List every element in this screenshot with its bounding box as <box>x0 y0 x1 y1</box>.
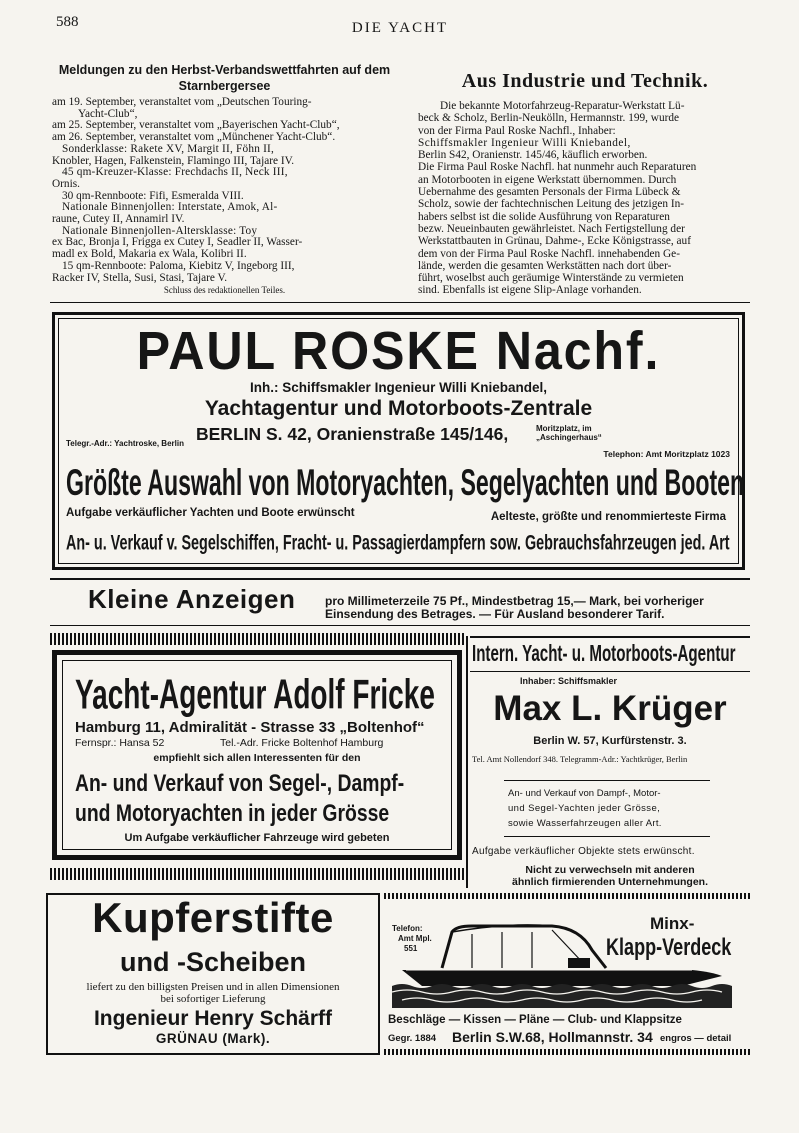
fricke-recommend: empfiehlt sich allen Interessenten für den <box>153 752 361 764</box>
motorboat-illustration <box>392 920 732 1012</box>
minx-founded: Gegr. 1884 <box>388 1033 437 1044</box>
roske-name: PAUL ROSKE Nachf. <box>136 321 661 381</box>
fricke-address: Hamburg 11, Admiralität - Strasse 33 „Boltenhof“ <box>75 719 425 736</box>
right-line: Die Firma Paul Roske Nachfl. hat nunmehr auch Reparaturen <box>418 161 697 174</box>
roske-address: BERLIN S. 42, Oranienstraße 145/146, <box>196 424 509 444</box>
right-line: Schiffsmakler Ingenieur Willi Kniebandel, <box>418 136 631 149</box>
roske-left-note: Aufgabe verkäuflicher Yachten und Boote erwünscht <box>66 507 355 519</box>
kleine-rates-line-1: pro Millimeterzeile 75 Pf., Mindestbetrag 15,— Mark, bei vorheriger <box>325 594 704 608</box>
left-article-body <box>52 97 397 284</box>
right-line: an Motorbooten in eigene Werkstatt übernommen. Durch <box>418 173 677 186</box>
left-line: 45 qm-Kreuzer-Klasse: Frechdachs II, Neck III, <box>62 166 288 179</box>
minx-phone-3: 551 <box>404 944 418 953</box>
right-line: dem von der Firma Paul Roske Nachfl. innehabenden Ge- <box>418 247 680 260</box>
journal-title: DIE YACHT <box>351 20 449 36</box>
schaerff-text-2: bei sofortiger Lieferung <box>160 993 266 1005</box>
right-line: lände, werden die gesamten Werkstätten nach dort über- <box>418 259 672 272</box>
schaerff-title-2: und -Scheiben <box>119 947 306 977</box>
left-line: 15 qm-Rennboote: Paloma, Kiebitz V, Ingeborg III, <box>62 259 295 272</box>
left-line: am 26. September, veranstaltet vom „Münchener Yacht-Club“. <box>52 131 336 144</box>
left-line: Ornis. <box>52 177 80 190</box>
krueger-owner-label: Inhaber: Schiffsmakler <box>520 676 618 686</box>
schaerff-text-1: liefert zu den billigsten Preisen und in allen Dimensionen <box>86 981 340 993</box>
krueger-phone: Tel. Amt Nollendorf 348. Telegramm-Adr.: Yachtkrüger, Berlin <box>472 754 688 764</box>
krueger-warning-2: ähnlich firmierenden Unternehmungen. <box>511 876 709 888</box>
minx-title-1: Minx- <box>650 914 695 933</box>
editorial-end-note: Schluss des redaktionellen Teiles. <box>163 285 286 295</box>
schaerff-title-1: Kupferstifte <box>92 894 334 941</box>
right-line: Die bekannte Motorfahrzeug-Reparatur-Werkstatt Lü- <box>440 100 685 112</box>
minx-trade: engros — detail <box>660 1033 732 1044</box>
minx-address: Berlin S.W.68, Hollmannstr. 34 <box>452 1029 653 1045</box>
left-line: Racker IV, Stella, Susi, Stasi, Tajare V. <box>52 271 228 284</box>
krueger-name: Max L. Krüger <box>493 689 727 728</box>
schaerff-city: GRÜNAU (Mark). <box>155 1031 271 1046</box>
schaerff-text <box>50 981 376 1005</box>
left-line: Yacht-Club“, <box>78 107 138 120</box>
left-line: 30 qm-Rennboote: Fifi, Esmeralda VIII. <box>62 189 244 202</box>
right-article-body <box>418 100 753 297</box>
fricke-hatch-top <box>50 633 464 645</box>
roske-name-wrap <box>60 322 737 380</box>
right-line: habers selbst ist die solide Ausführung von Reparaturen <box>418 210 670 223</box>
right-line: führt, woselbst auch geräumige Winterstände zu vermieten <box>418 272 684 285</box>
minx-products: Beschläge — Kissen — Pläne — Club- und Klappsitze <box>388 1014 682 1026</box>
kleine-bottom-rule <box>50 625 750 626</box>
roske-right-note: Aelteste, größte und renommierteste Firma <box>490 511 726 523</box>
krueger-service-line: und Segel-Yachten jeder Grösse, <box>508 803 661 814</box>
krueger-note: Aufgabe verkäuflicher Objekte stets erwünscht. <box>472 846 695 857</box>
fricke-telegram: Tel.-Adr. Fricke Boltenhof Hamburg <box>220 737 384 749</box>
left-line: Knobler, Hagen, Falkenstein, Flamingo III, Tajare IV. <box>52 154 295 167</box>
left-line: Nationale Binnenjollen: Interstate, Amok, Al- <box>62 201 278 214</box>
schaerff-name: Ingenieur Henry Schärff <box>93 1007 333 1030</box>
left-line: Nationale Binnenjollen-Altersklasse: Toy <box>62 224 258 237</box>
roske-address-note-2: „Aschingerhaus“ <box>536 433 602 442</box>
left-line: am 19. September, veranstaltet vom „Deutschen Touring- <box>52 96 312 108</box>
fricke-line-a: An- und Verkauf von Segel-, Dampf- <box>75 769 405 797</box>
right-line: von der Firma Paul Roske Nachfl., Inhaber: <box>418 124 616 137</box>
minx-hatch-bottom <box>384 1049 750 1055</box>
right-line: Berlin S42, Oranienstr. 145/46, käuflich erworben. <box>418 149 648 162</box>
page-number: 588 <box>56 14 79 30</box>
left-article-heading: Meldungen zu den Herbst-Verbandswettfahrten auf dem Starnbergersee <box>58 63 391 93</box>
krueger-services <box>508 786 662 831</box>
fricke-hatch-bottom <box>50 868 464 880</box>
fricke-line-b: und Motoryachten in jeder Grösse <box>75 799 390 827</box>
roske-headline: Größte Auswahl von Motoryachten, Segelyachten und Booten <box>66 461 745 503</box>
krueger-service-line: An- und Verkauf von Dampf-, Motor- <box>508 788 661 799</box>
minx-title-2: Klapp-Verdeck <box>606 933 732 961</box>
roske-telegram: Telegr.-Adr.: Yachtroske, Berlin <box>66 439 184 448</box>
fricke-footer: Um Aufgabe verkäuflicher Fahrzeuge wird gebeten <box>124 832 390 844</box>
right-line: bezw. Neueinbauten gewährleistet. Nach Fertigstellung der <box>418 222 685 235</box>
krueger-headline-rule <box>470 671 750 672</box>
right-line: Scholz, sowie der fachtechnischen Leitung des jetzigen In- <box>418 198 685 211</box>
left-line: ex Bac, Bronja I, Frigga ex Cutey I, Seadler II, Wasser- <box>52 236 303 249</box>
fricke-name: Yacht-Agentur Adolf Fricke <box>75 671 435 718</box>
left-line: madl ex Bold, Makaria ex Wala, Kolibri II. <box>52 248 247 261</box>
krueger-warning <box>470 864 750 888</box>
roske-address-note <box>536 424 602 442</box>
left-line: am 25. September, veranstaltet vom „Bayerischen Yacht-Club“, <box>52 119 340 132</box>
water-waves <box>392 984 732 1008</box>
minx-phone-1: Telefon: <box>392 924 423 933</box>
kleine-rates <box>325 595 704 621</box>
right-line: Uebernahme des gesamten Personals der Firma Lübeck & <box>418 186 681 199</box>
kleine-top-rule <box>50 578 750 580</box>
krueger-address: Berlin W. 57, Kurfürstenstr. 3. <box>533 735 687 747</box>
krueger-service-line: sowie Wasserfahrzeugen aller Art. <box>508 818 662 829</box>
minx-phone-2: Amt Mpl. <box>398 934 432 943</box>
right-line: beck & Scholz, Berlin-Neukölln, Hermannstr. 199, wurde <box>418 112 680 125</box>
fricke-phone: Fernspr.: Hansa 52 <box>75 737 165 749</box>
roske-phone: Telephon: Amt Moritzplatz 1023 <box>603 449 730 459</box>
roske-bottom-line: An- u. Verkauf v. Segelschiffen, Fracht- u. Passagierdampfern sow. Gebrauchsfahrzeugen jed. Art <box>66 532 730 556</box>
right-article-heading: Aus Industrie und Technik. <box>461 70 709 92</box>
kleine-rates-line-2: Einsendung des Betrages. — Für Ausland besonderer Tarif. <box>325 607 665 621</box>
right-line: sind. Ebenfalls ist eigene Slip-Anlage vorhanden. <box>418 284 642 297</box>
kleine-title: Kleine Anzeigen <box>88 584 296 614</box>
roske-owner: Inh.: Schiffsmakler Ingenieur Willi Kniebandel, <box>250 380 547 395</box>
boat-hull <box>402 958 722 986</box>
left-line: raune, Cutey II, Annamirl IV. <box>52 213 185 226</box>
krueger-headline: Intern. Yacht- u. Motorboots-Agentur <box>472 641 736 667</box>
roske-agency: Yachtagentur und Motorboots-Zentrale <box>204 397 593 420</box>
krueger-top-rule <box>470 636 750 638</box>
right-line: Werkstattbauten in Grünau, Dahme-, Ecke Königstrasse, auf <box>418 235 691 248</box>
minx-hatch-top <box>384 893 750 899</box>
roske-address-note-1: Moritzplatz, im <box>536 424 592 433</box>
krueger-warning-1: Nicht zu verwechseln mit anderen <box>525 864 695 876</box>
left-line: Sonderklasse: Rakete XV, Margit II, Föhn II, <box>62 142 275 155</box>
article-divider <box>50 302 750 303</box>
ads-column-divider <box>466 636 468 888</box>
